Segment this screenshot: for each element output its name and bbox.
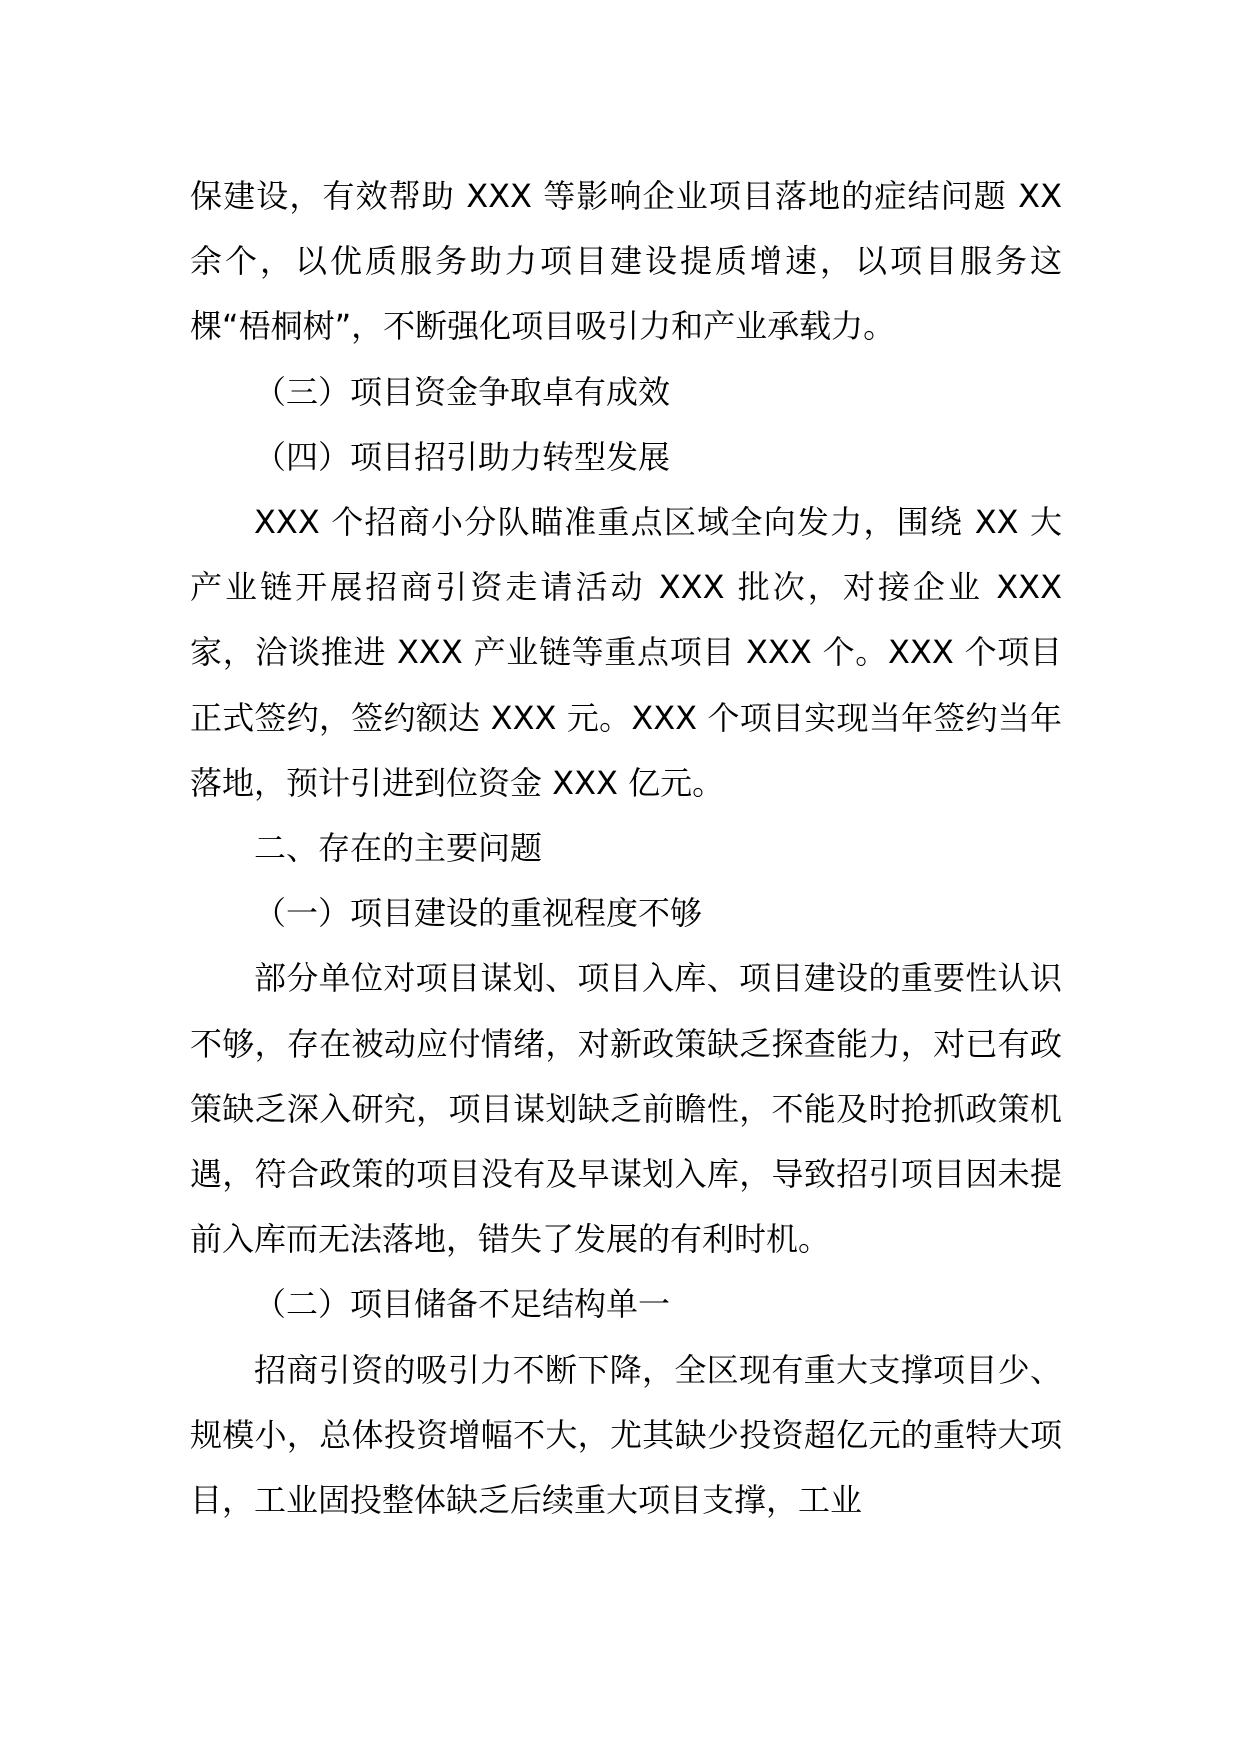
paragraph-reserve-details: 招商引资的吸引力不断下降，全区现有重大支撑项目少、规模小，总体投资增幅不大，尤其缺少投资超亿元的重特大项目，工业固投整体缺乏后续重大项目支撑，工业 — [190, 1350, 1062, 1520]
subheading-reserve: （二）项目储备不足结构单一 — [254, 1285, 671, 1324]
document-body — [190, 164, 1062, 1533]
paragraph-attention-details: 部分单位对项目谋划、项目入库、项目建设的重要性认识不够，存在被动应付情绪，对新政策缺乏探查能力，对已有政策缺乏深入研究，项目谋划缺乏前瞻性，不能及时抢抓政策机遇，符合政策的项目没有及早谋划入库，导致招引项目因未提前入库而无法落地，错失了发展的有利时机。 — [190, 959, 1062, 1259]
subheading-attention: （一）项目建设的重视程度不够 — [254, 894, 703, 933]
subheading-funding: （三）项目资金争取卓有成效 — [254, 372, 671, 411]
subheading-attraction: （四）项目招引助力转型发展 — [254, 437, 671, 476]
paragraph-attraction-details: XXX 个招商小分队瞄准重点区域全向发力，围绕 XX 大产业链开展招商引资走请活动 XXX 批次，对接企业 XXX 家，洽谈推进 XXX 产业链等重点项目 XXX 个。XXX 个项目正式签约，签约额达 XXX 元。XXX 个项目实现当年签约当年落地，预计引进到位资金 XXX 亿元。 — [190, 503, 1062, 802]
section-heading-problems: 二、存在的主要问题 — [254, 829, 543, 868]
paragraph-continued-text: 保建设，有效帮助 XXX 等影响企业项目落地的症结问题 XX 余个，以优质服务助力项目建设提质增速，以项目服务这棵“梧桐树”，不断强化项目吸引力和产业承载力。 — [190, 177, 1062, 346]
